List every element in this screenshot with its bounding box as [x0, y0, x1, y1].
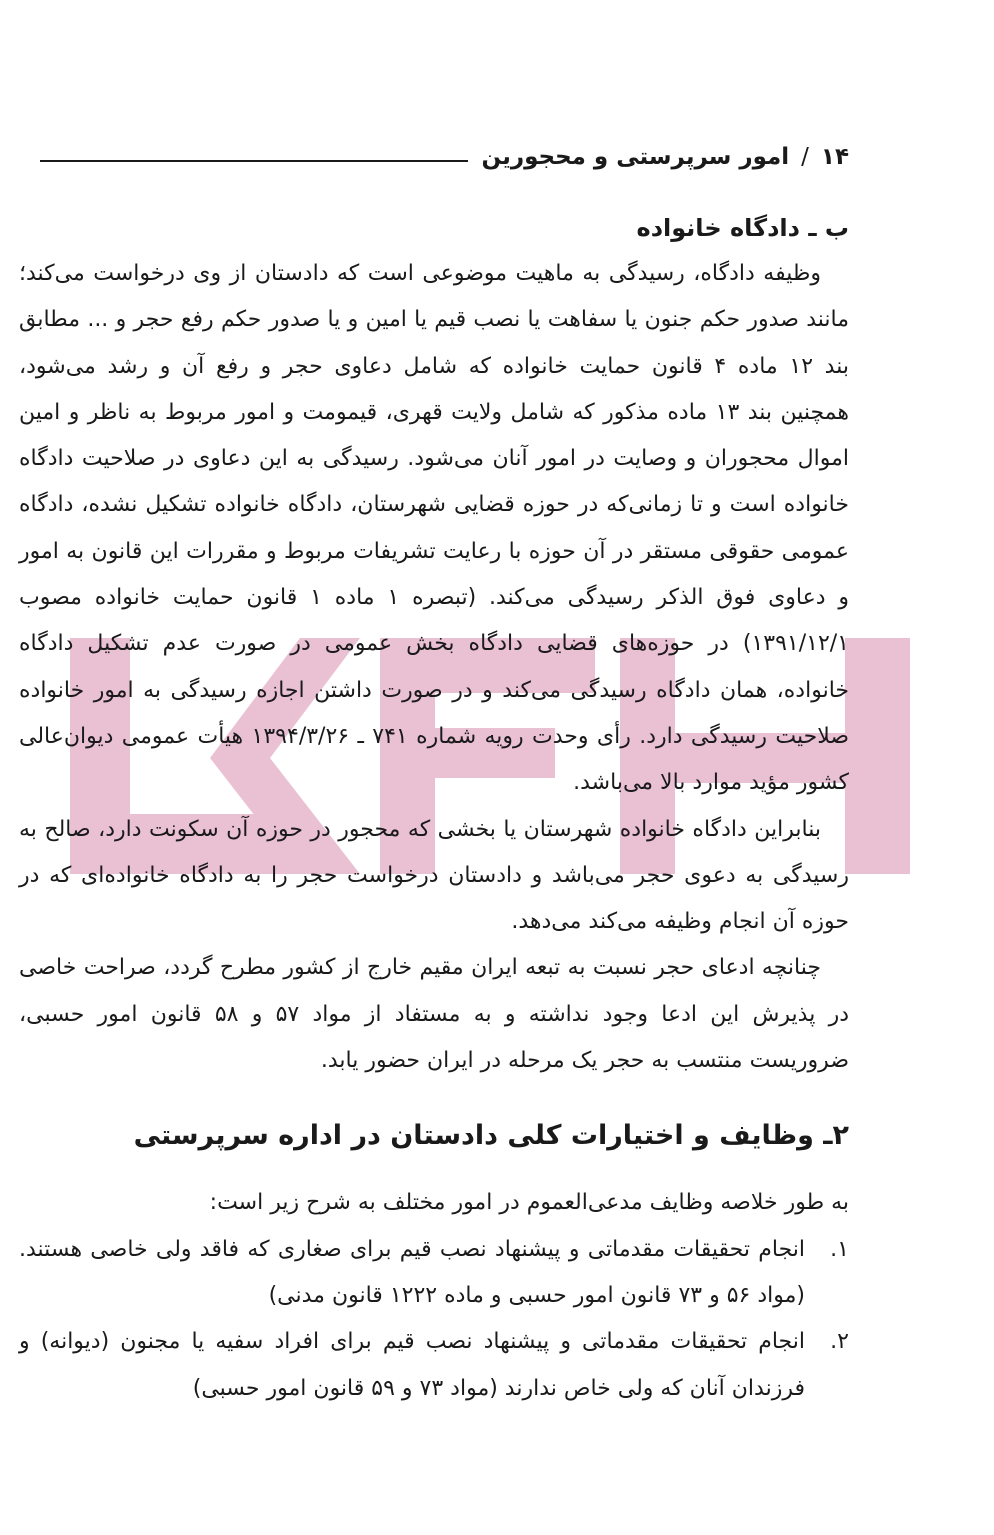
list-item	[19, 1319, 849, 1412]
list-item-text: انجام تحقیقات مقدماتی و پیشنهاد نصب قیم برای افراد سفیه یا مجنون (دیوانه) و فرزندان آنان که ولی خاص ندارند (مواد ۷۳ و ۵۹ قانون امور حسبی)	[19, 1329, 805, 1401]
paragraph-residents-abroad: چنانچه ادعای حجر نسبت به تبعه ایران مقیم خارج از کشور مطرح گردد، صراحت خاصی در پذیرش این ادعا وجود نداشته و به مستفاد از مواد ۵۷ و ۵۸ قانون امور حسبی، ضروریست منتسب به حجر یک مرحله در ایران حضور یابد.	[19, 955, 849, 1074]
running-header	[40, 140, 849, 174]
header-separator: /	[801, 144, 809, 170]
section-heading-prosecutor-duties: ۲ـ وظایف و اختیارات کلی دادستان در اداره سرپرستی	[133, 1120, 849, 1152]
paragraph-competent-court: بنابراین دادگاه خانواده شهرستان یا بخشی که محجور در حوزه آن سکونت دارد، صالح به رسیدگی به دعوی حجر می‌باشد و دادستان درخواست حجر را به دادگاه خانواده‌ای که در حوزه آن انجام وظیفه می‌کند می‌دهد.	[19, 816, 849, 935]
running-title: امور سرپرستی و محجورین	[481, 144, 790, 170]
main-content	[19, 205, 849, 1412]
list-item-number: ۱.	[830, 1236, 849, 1262]
list-item	[19, 1227, 849, 1320]
subsection-heading-family-court: ب ـ دادگاه خانواده	[636, 214, 849, 242]
section-intro: به طور خلاصه وظایف مدعی‌العموم در امور مختلف به شرح زیر است:	[209, 1190, 849, 1216]
header-rule	[40, 160, 468, 162]
list-item-text: انجام تحقیقات مقدماتی و پیشنهاد نصب قیم برای صغاری که فاقد ولی خاصی هستند. (مواد ۵۶ و ۷۳ قانون امور حسبی و ماده ۱۲۲۲ قانون مدنی)	[19, 1236, 805, 1308]
page-number: ۱۴	[820, 144, 849, 170]
paragraph-court-duties: وظیفه دادگاه، رسیدگی به ماهیت موضوعی است که دادستان از وی درخواست می‌کند؛ مانند صدور حکم جنون یا سفاهت یا نصب قیم یا امین و یا صدور حکم رفع حجر و ... مطابق بند ۱۲ ماده ۴ قانون حمایت خانواده که شامل دعاوی حجر و رفع آن و رشد می‌شود، همچنین بند ۱۳ ماده مذکور که شامل ولایت قهری، قیمومت و امور مربوط به ناظر و امین اموال محجوران و وصایت در امور آنان می‌شود. رسیدگی به این دعاوی در صلاحیت دادگاه خانواده است و تا زمانی‌که در حوزه قضایی شهرستان، دادگاه خانواده تشکیل نشده، دادگاه عمومی حقوقی مستقر در آن حوزه با رعایت تشریفات مربوط و مقررات این قانون به امور و دعاوی فوق الذکر رسیدگی می‌کند. (تبصره ۱ ماده ۱ قانون حمایت خانواده مصوب ۱۳۹۱/۱۲/۱) در حوزه‌های قضایی دادگاه بخش عمومی در صورت عدم تشکیل دادگاه خانواده، همان دادگاه رسیدگی می‌کند و در صورت داشتن اجازه رسیدگی به امور خانواده صلاحیت رسیدگی دارد. رأی وحدت رویه شماره ۷۴۱ ـ ۱۳۹۴/۳/۲۶ هیأت عمومی دیوان‌عالی کشور مؤید موارد بالا می‌باشد.	[19, 261, 850, 796]
list-item-number: ۲.	[830, 1329, 849, 1355]
